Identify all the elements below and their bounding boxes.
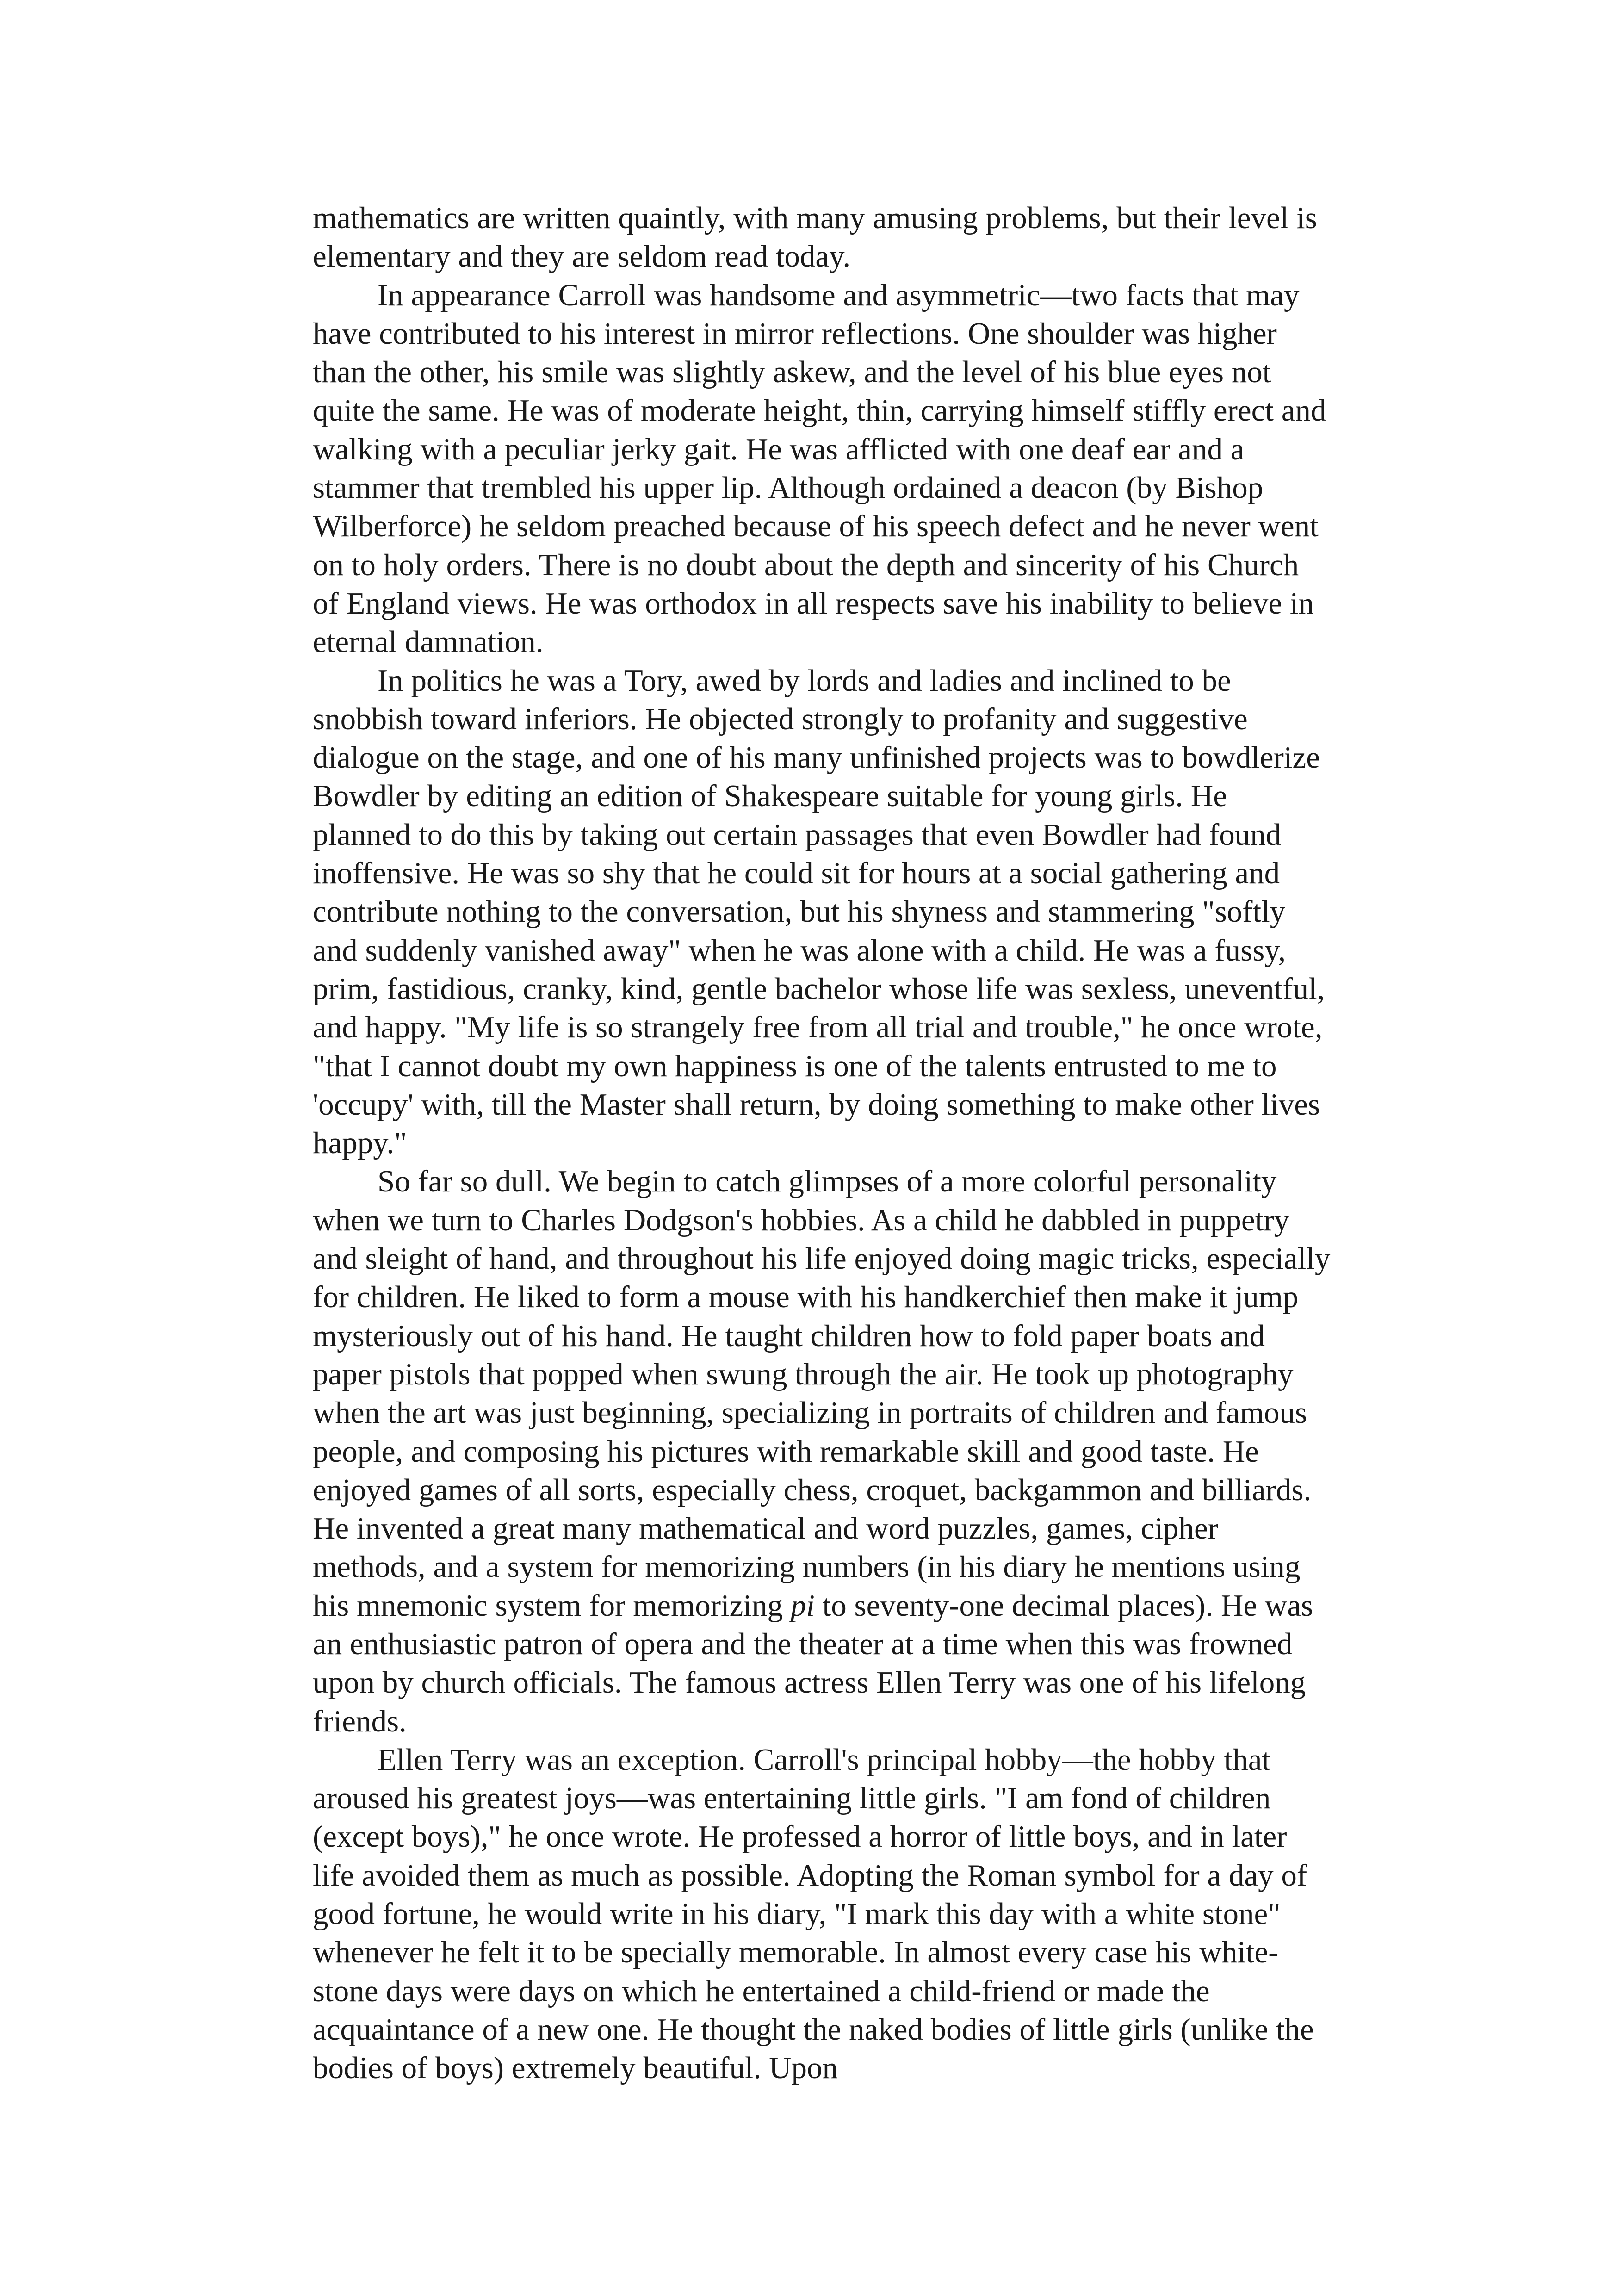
body-text bbox=[313, 199, 1331, 2088]
paragraph-4 bbox=[313, 1162, 1331, 1740]
paragraph-text: mathematics are written quaintly, with many amusing problems, but their level is elementary and they are seldom read today. bbox=[313, 201, 1317, 274]
paragraph-text: So far so dull. We begin to catch glimpses of a more colorful personality when we turn to Charles Dodgson's hobbies. As a child he dabbled in puppetry and sleight of hand, and throughout his life enjoyed doing magic tricks, especially for children. He liked to form a mouse with his handkerchief then make it jump mysteriously out of his hand. He taught children how to fold paper boats and paper pistols that popped when swung through the air. He took up photography when the art was just beginning, specializing in portraits of children and famous people, and composing his pictures with remarkable skill and good taste. He enjoyed games of all sorts, especially chess, croquet, backgammon and billiards. He invented a great many mathematical and word puzzles, games, cipher methods, and a system for memorizing numbers (in his diary he mentions using his mnemonic system for memorizing bbox=[313, 1164, 1331, 1623]
paragraph-5 bbox=[313, 1741, 1331, 2088]
paragraph-text: In appearance Carroll was handsome and asymmetric—two facts that may have contributed to his interest in mirror reflections. One shoulder was higher than the other, his smile was slightly askew, and the level of his blue eyes not quite the same. He was of moderate height, thin, carrying himself stiffly erect and walking with a peculiar jerky gait. He was afflicted with one deaf ear and a stammer that trembled his upper lip. Although ordained a deacon (by Bishop Wilberforce) he seldom preached because of his speech defect and he never went on to holy orders. There is no doubt about the depth and sincerity of his Church of England views. He was orthodox in all respects save his inability to believe in eternal damnation. bbox=[313, 278, 1326, 659]
paragraph-text: Ellen Terry was an exception. Carroll's principal hobby—the hobby that aroused his greatest joys—was entertaining little girls. "I am fond of children (except boys)," he once wrote. He professed a horror of little boys, and in later life avoided them as much as possible. Adopting the Roman symbol for a day of good fortune, he would write in his diary, "I mark this day with a white stone" whenever he felt it to be specially memorable. In almost every case his white-stone days were days on which he entertained a child-friend or made the acquaintance of a new one. He thought the naked bodies of little girls (unlike the bodies of boys) extremely beautiful. Upon bbox=[313, 1742, 1314, 2085]
paragraph-2 bbox=[313, 276, 1331, 662]
italic-term: pi bbox=[790, 1588, 815, 1623]
paragraph-3 bbox=[313, 662, 1331, 1163]
paragraph-1 bbox=[313, 199, 1331, 276]
paragraph-text: In politics he was a Tory, awed by lords and ladies and inclined to be snobbish toward inferiors. He objected strongly to profanity and suggestive dialogue on the stage, and one of his many unfinished projects was to bowdlerize Bowdler by editing an edition of Shakespeare suitable for young girls. He planned to do this by taking out certain passages that even Bowdler had found inoffensive. He was so shy that he could sit for hours at a social gathering and contribute nothing to the conversation, but his shyness and stammering "softly and suddenly vanished away" when he was alone with a child. He was a fussy, prim, fastidious, cranky, kind, gentle bachelor whose life was sexless, uneventful, and happy. "My life is so strangely free from all trial and trouble," he once wrote, "that I cannot doubt my own happiness is one of the talents entrusted to me to 'occupy' with, till the Master shall return, by doing something to make other lives happy." bbox=[313, 663, 1325, 1160]
paragraph-text: to seventy-one decimal places). He was an enthusiastic patron of opera and the theater at a time when this was frowned upon by church officials. The famous actress Ellen Terry was one of his lifelong friends. bbox=[313, 1588, 1313, 1738]
